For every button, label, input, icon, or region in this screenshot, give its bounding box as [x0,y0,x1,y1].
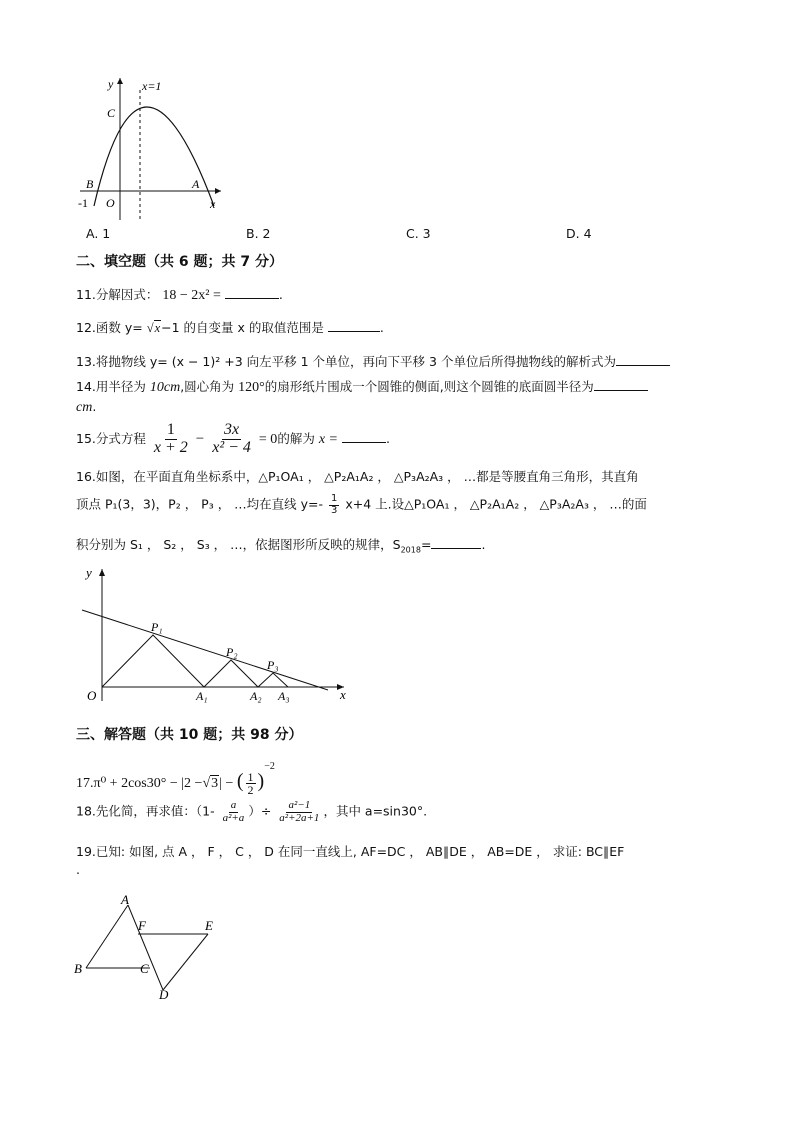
q16-o-label: O [87,688,97,703]
q12-radicand: x [154,321,161,335]
q17-term1: π⁰ + 2cos30° − [93,776,178,791]
symmetry-label: x=1 [142,79,162,93]
segment-ab [86,905,128,968]
q17-abs-close: | [219,776,222,791]
y-axis-arrow [117,78,123,84]
q17-sqrt: 3 [211,776,219,791]
q15-eq: = 0 [258,431,278,447]
q16-slope-frac [329,494,339,516]
q15-pre: 15.分式方程 [76,430,146,446]
q17-abs-open: |2 − [181,776,203,791]
a-label: A [192,177,200,191]
q18-frac2 [277,800,321,824]
question-13 [76,352,670,370]
section-2-title: 二、填空题（共 6 题；共 7 分） [76,254,283,270]
q16-frac-den: 3 [331,504,338,516]
question-12 [76,318,384,336]
q16-line2-pre: 顶点 P₁(3，3)，P₂ ， P₃ ， …均在直线 y=- [76,496,324,512]
question-16-line2 [76,494,647,516]
q19-d-label: D [159,987,169,1002]
q15-post: 的解为 [277,430,315,446]
q18-post: ，其中 a=sin30°. [323,803,428,819]
section-3-title: 三、解答题（共 10 题；共 98 分） [76,727,303,743]
q16-line [82,610,328,690]
q15-x-eq: x = [318,431,338,447]
q15-num2: 3x [224,421,240,438]
q12-end: . [379,320,384,335]
option-a: A. 1 [86,226,111,241]
q17-half-num: 1 [247,769,254,784]
q13-blank [616,353,670,366]
option-d: D. 4 [566,226,592,241]
q16-y-label: y [86,565,92,580]
q15-den1: x + 2 [153,438,188,456]
q17-pre: 17. [76,776,94,791]
q16-x-label: x [340,687,346,702]
q14-unit: cm [76,400,93,415]
question-11: 11.分解因式： 18 − 2x² = . [76,287,283,303]
option-b: B. 2 [246,226,271,241]
q12-post: −1 的自变量 x 的取值范围是 [161,320,324,335]
q14-blank [594,378,648,391]
x-axis-arrow [215,188,221,194]
q16-line3-pre: 积分别为 S₁ ， S₂ ， S₃ ， …，依据图形所反映的规律，S [76,537,401,552]
q14-post: 的扇形纸片围成一个圆锥的侧面,则这个圆锥的底面圆半径为 [264,379,594,394]
q13-expr: (x − 1)² +3 [171,354,243,369]
q17-minus: − [225,776,234,791]
q16-p2-label: P₂ [226,645,238,659]
q16-line3-post: = [420,537,432,552]
q15-frac2 [210,422,253,457]
q14-end: . [92,399,97,414]
q16-p1-label: P₁ [151,620,163,634]
q16-triangles [102,635,288,687]
q18-mid: ）÷ [248,803,272,819]
q16-blank [431,536,481,549]
q19-b-label: B [74,961,82,976]
q14-radius: 10cm [149,380,181,395]
q19-f-label: F [138,918,146,933]
q18-pre: 18.先化简，再求值：（1- [76,803,215,819]
q18-f2-den: a²+2a+1 [279,811,320,824]
q15-frac1 [152,422,190,457]
q16-a1-label: A₁ [196,689,208,703]
q16-end: . [481,537,486,552]
y-label: y [108,77,114,91]
c-label: C [107,106,116,120]
q12-pre: 12.函数 y= [76,320,143,335]
q17-half [246,771,256,797]
q16-sub: 2018 [400,545,421,555]
x-label: x [210,197,216,211]
q12-blank [328,319,380,332]
q14-angle: 120° [238,380,265,395]
question-16-line1: 16.如图，在平面直角坐标系中，△P₁OA₁ ， △P₂A₁A₂ ， △P₃A₂A₃ ， …都是等腰直角三角形，其直角 [76,469,639,484]
q15-minus: − [195,430,205,447]
q18-f2-num: a²−1 [288,799,311,811]
question-19-line2: . [76,862,80,877]
b-label: B [86,177,94,191]
q16-frac-num: 1 [331,493,338,504]
q16-y-arrow [99,569,105,576]
question-15 [76,422,390,457]
question-17: 17.π⁰ + 2cos30° − |2 −√3| − ( $\frac{1}{2}$ )$^{-2}$ [76,761,275,798]
q19-e-label: E [205,918,213,933]
q11-blank [225,286,279,299]
q14-mid: ,圆心角为 [180,379,235,394]
q19-c-label: C [140,961,149,976]
q13-pre: 13.将抛物线 y= [76,354,168,369]
q11-expr: 18 − 2x² = [162,288,221,303]
q16-line2-post: x+4 上.设△P₁OA₁ ， △P₂A₁A₂ ， △P₃A₂A₃ ， …的面 [345,496,647,512]
q18-f1-den: a²+a [222,811,245,824]
question-14 [76,377,648,396]
question-14-line2 [76,399,96,416]
option-c: C. 3 [406,226,431,241]
q11-text: 11.分解因式： [76,287,159,302]
origin-label: O [106,196,115,210]
q19-a-label: A [121,892,129,907]
q17-half-den: 2 [247,783,254,798]
q16-a2-label: A₂ [250,689,262,703]
q18-frac1 [221,800,247,824]
segment-ed [163,934,208,990]
q18-f1-num: a [230,799,237,811]
question-16-line3 [76,535,485,555]
q17-exp: −2 [264,761,275,772]
parabola-figure [76,74,226,222]
q19-figure [70,892,230,1004]
q12-radical: √x [146,321,161,335]
question-18 [76,800,427,824]
q13-post: 向左平移 1 个单位，再向下平移 3 个单位后所得抛物线的解析式为 [246,354,616,369]
q16-figure [78,563,358,705]
q16-a3-label: A₃ [278,689,290,703]
q16-p3-label: P₃ [267,658,279,672]
q14-pre: 14.用半径为 [76,379,146,394]
q15-blank [342,430,386,443]
q15-den2: x² − 4 [212,438,251,456]
q15-num1: 1 [166,421,175,438]
minus1-label: -1 [78,196,88,210]
q15-end: . [385,430,390,446]
question-19-line1: 19.已知: 如图, 点 A ， F ， C ， D 在同一直线上, AF=DC ， AB∥DE ， AB=DE ， 求证: BC∥EF [76,844,625,859]
